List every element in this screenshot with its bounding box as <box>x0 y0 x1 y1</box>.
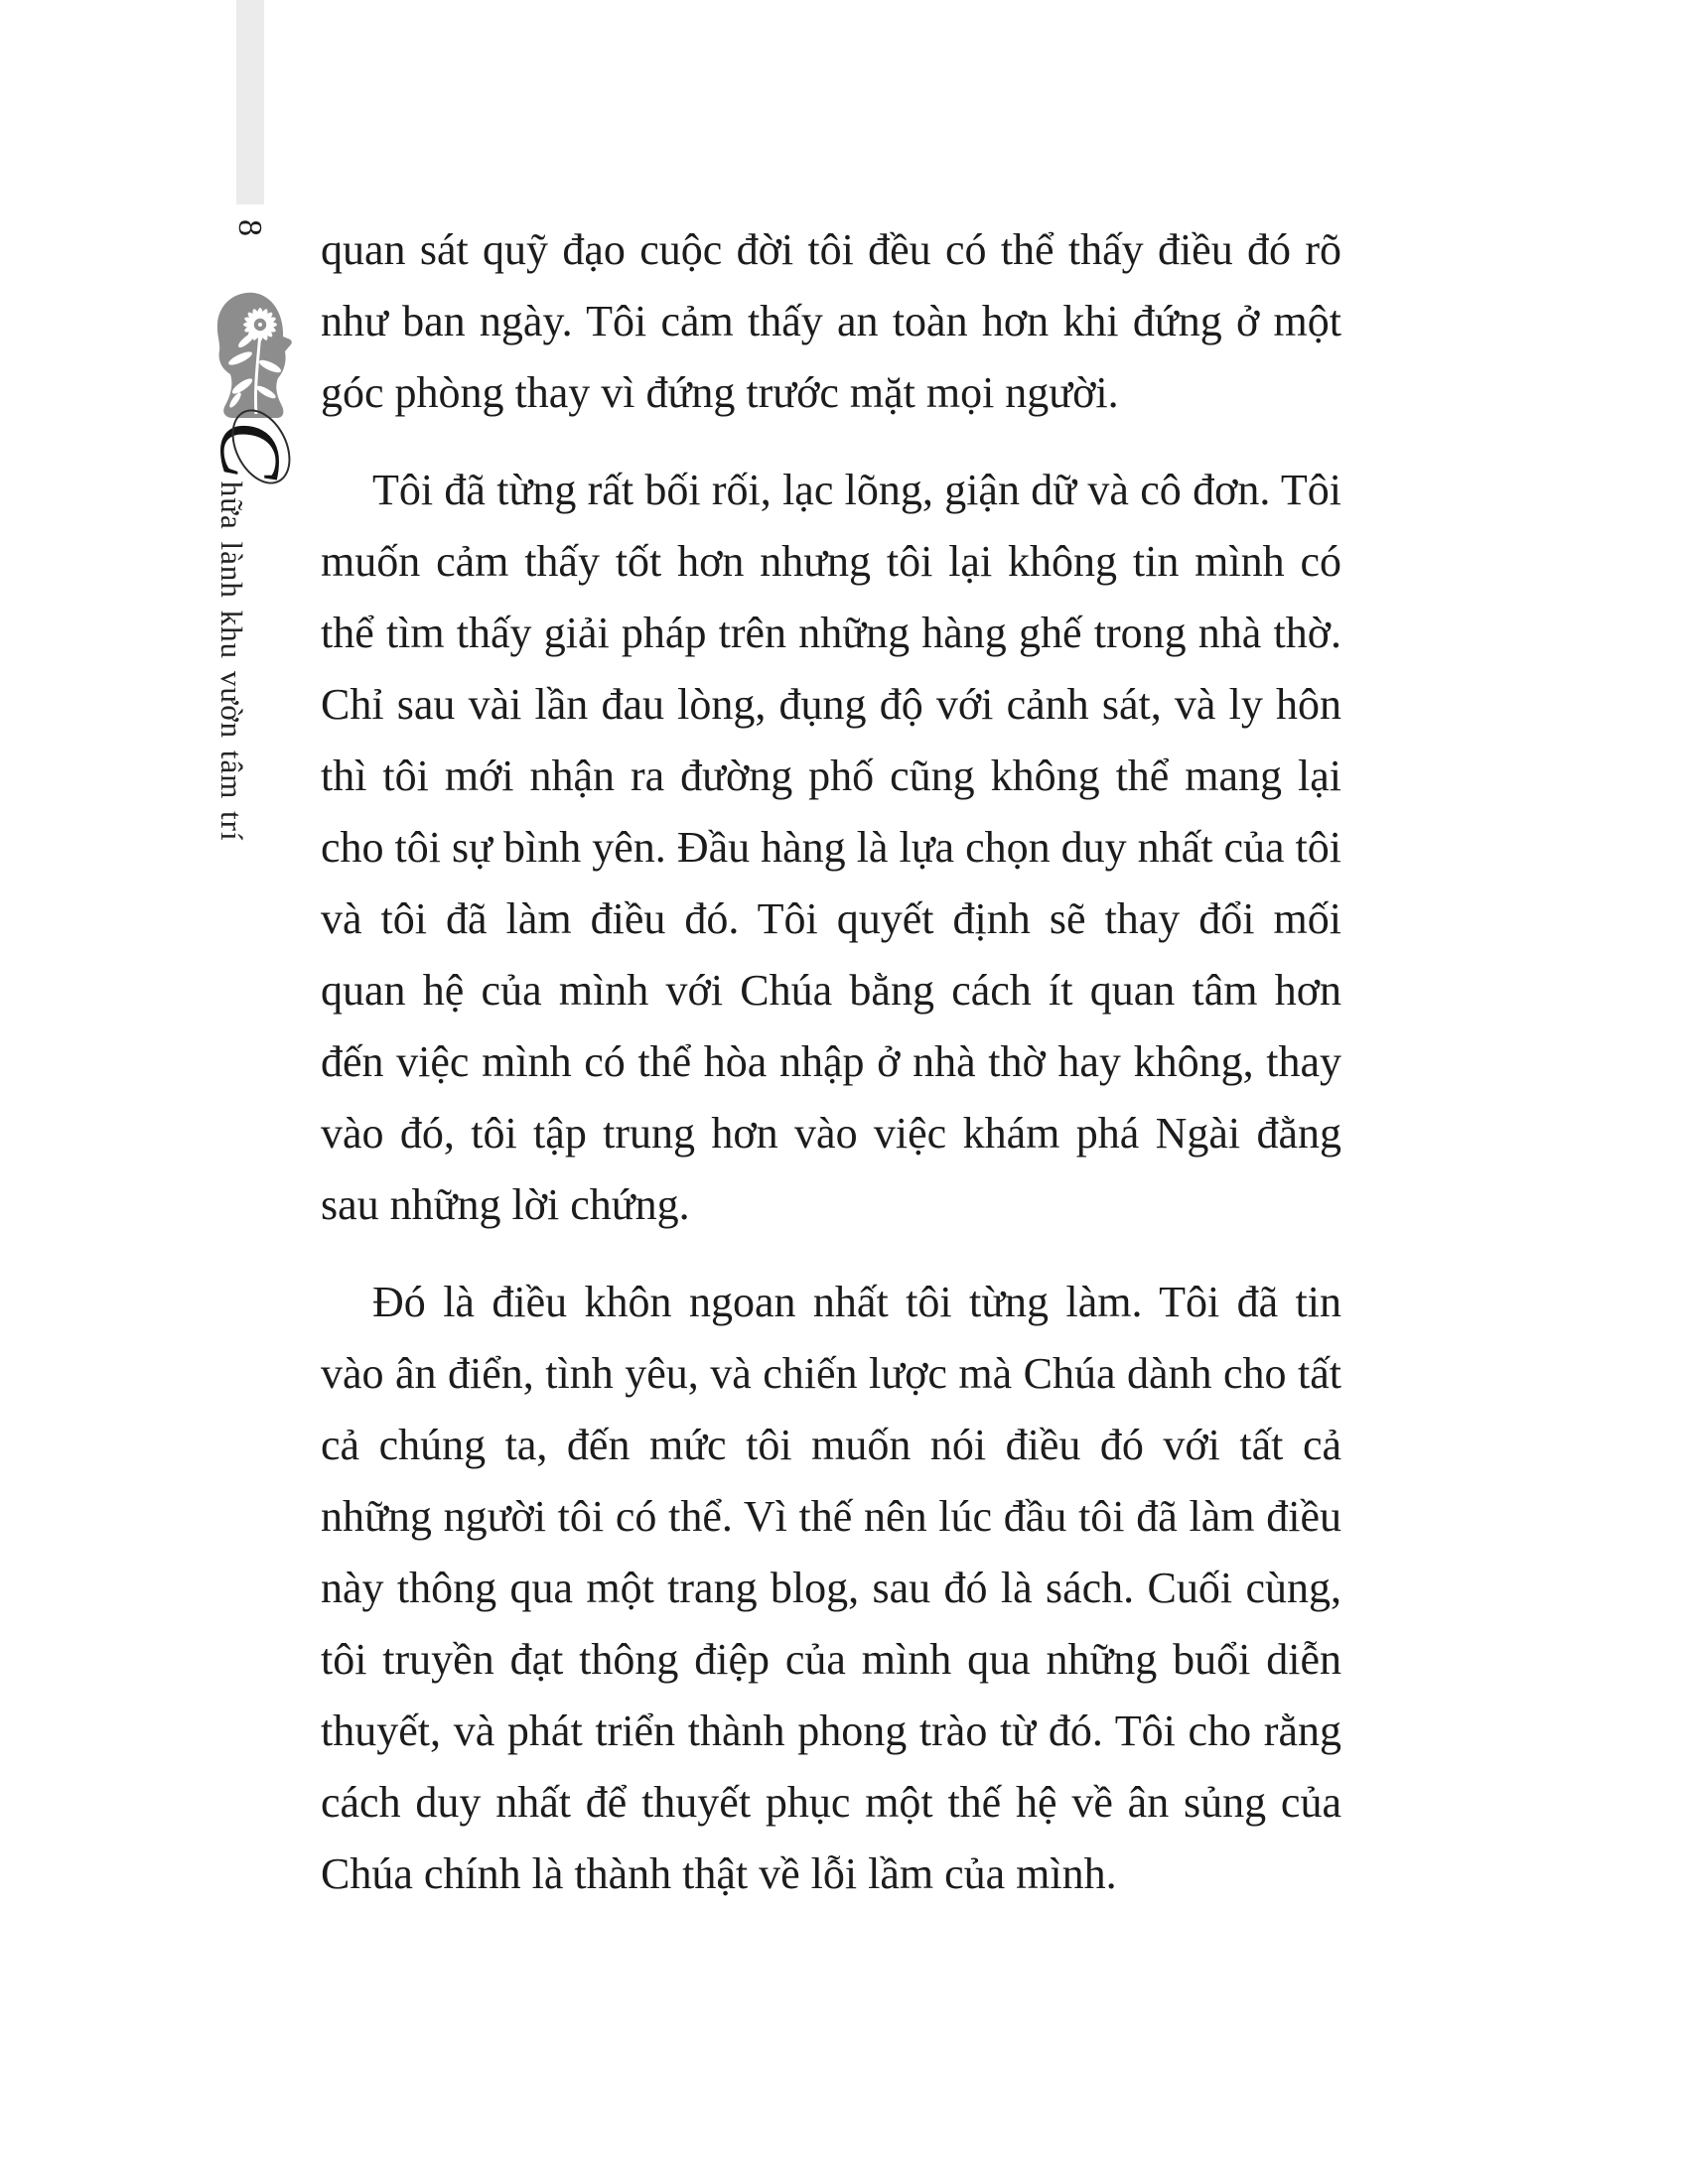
running-title-initial-wrap <box>202 421 298 479</box>
body-text <box>321 214 1341 1936</box>
running-title-text: hữa lành khu vườn tâm trí <box>214 480 249 842</box>
paragraph-3: Đó là điều khôn ngoan nhất tôi từng làm. Tôi đã tin vào ân điển, tình yêu, và chiến lược mà Chúa dành cho tất cả chúng ta, đến mức tôi muốn nói điều đó với tất cả những người tôi có thể. Vì thế nên lúc đầu tôi đã làm điều này thông qua một trang blog, sau đó là sách. Cuối cùng, tôi truyền đạt thông điệp của mình qua những buổi diễn thuyết, và phát triển thành phong trào từ đó. Tôi cho rằng cách duy nhất để thuyết phục một thế hệ về ân sủng của Chúa chính là thành thật về lỗi lầm của mình. <box>321 1278 1341 1898</box>
flower-head-icon <box>209 289 303 420</box>
paragraph-1: quan sát quỹ đạo cuộc đời tôi đều có thể thấy điều đó rõ như ban ngày. Tôi cảm thấy an toàn hơn khi đứng ở một góc phòng thay vì đứng trước mặt mọi người. <box>321 225 1341 417</box>
flower-head-logo <box>209 289 303 420</box>
running-title <box>202 421 298 842</box>
running-title-initial: C <box>202 421 298 479</box>
paragraph-2: Tôi đã từng rất bối rối, lạc lõng, giận dữ và cô đơn. Tôi muốn cảm thấy tốt hơn nhưng tôi lại không tin mình có thể tìm thấy giải pháp trên những hàng ghế trong nhà thờ. Chỉ sau vài lần đau lòng, đụng độ với cảnh sát, và ly hôn thì tôi mới nhận ra đường phố cũng không thể mang lại cho tôi sự bình yên. Đầu hàng là lựa chọn duy nhất của tôi và tôi đã làm điều đó. Tôi quyết định sẽ thay đổi mối quan hệ của mình với Chúa bằng cách ít quan tâm hơn đến việc mình có thể hòa nhập ở nhà thờ hay không, thay vào đó, tôi tập trung hơn vào việc khám phá Ngài đằng sau những lời chứng. <box>321 466 1341 1229</box>
margin-bar <box>236 0 264 205</box>
page-number: 8 <box>231 219 268 236</box>
